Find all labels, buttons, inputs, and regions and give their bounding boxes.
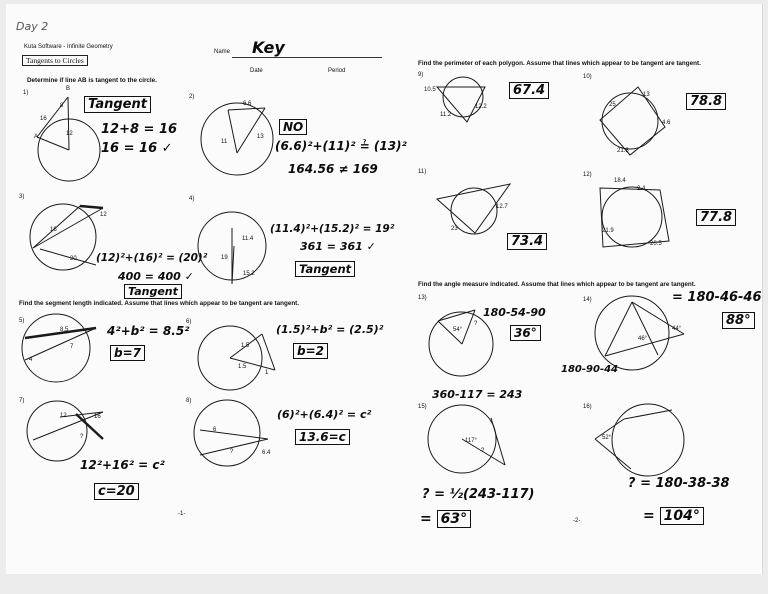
problem-3-number: 3) [19, 194, 25, 200]
label: 13 [257, 134, 264, 140]
label: 6.6 [243, 101, 252, 107]
figure-6 [198, 326, 275, 390]
label: 7 [70, 344, 74, 350]
label: 11 [221, 139, 228, 145]
answer-7: c=20 [94, 484, 139, 499]
label: 16 [50, 227, 57, 233]
label: 1.5 [238, 364, 247, 370]
label: 20.5 [650, 241, 662, 247]
name-label: Name [214, 49, 231, 55]
label: 20 [70, 256, 77, 262]
answer-9: 67.4 [509, 83, 549, 98]
answer-11: 73.4 [507, 234, 547, 249]
heading-segment-length: Find the segment length indicated. Assume that lines which appear to be tangent are tangent. [19, 300, 300, 307]
day-note: Day 2 [16, 20, 49, 33]
label: 10.5 [424, 87, 436, 93]
label: 4 [29, 357, 33, 363]
heading-perimeter: Find the perimeter of each polygon. Assume that lines which appear to be tangent are tangent. [418, 60, 701, 67]
date-label: Date [250, 68, 263, 74]
label: ? [80, 434, 84, 440]
label: 13 [643, 92, 650, 98]
label: 11.2 [440, 112, 452, 118]
problem-8-number: 8) [186, 398, 192, 404]
answer-15: = 63° [420, 511, 471, 527]
label: 1 [265, 370, 269, 376]
label: 2.4 [637, 186, 646, 192]
work-8-line1: (6)²+(6.4)² = c² [277, 408, 372, 421]
figure-7 [27, 401, 103, 461]
work-1-line2: 16 = 16 ✓ [101, 141, 173, 156]
figure-3 [30, 204, 103, 270]
answer-12: 77.8 [696, 210, 736, 225]
figure-4 [198, 212, 266, 284]
answer-16: = 104° [643, 508, 704, 524]
label: 21.8 [617, 148, 629, 154]
answer-3: Tangent [124, 285, 182, 298]
problem-6-number: 6) [186, 319, 192, 325]
name-value: Key [252, 38, 285, 57]
work-15-line1: 360-117 = 243 [432, 388, 523, 401]
label: 6 [213, 427, 217, 433]
problem-9-number: 9) [418, 72, 424, 78]
heading-tangent-check: Determine if line AB is tangent to the circle. [27, 77, 157, 84]
label: 117° [465, 438, 477, 444]
answer-4: Tangent [295, 262, 355, 276]
label: A [34, 134, 39, 140]
work-2-line1: (6.6)²+(11)² ≟ (13)² [275, 139, 407, 153]
heading-angle-measure: Find the angle measure indicated. Assume that lines which appear to be tangent are tangent. [418, 281, 696, 288]
label: 23 [451, 226, 458, 232]
work-15-line2: ? = ½(243-117) [422, 487, 535, 502]
work-4-line2: 361 = 361 ✓ [300, 240, 376, 253]
label: 52° [602, 435, 612, 441]
problem-7-number: 7) [19, 398, 25, 404]
work-14-line2: 180-90-44 [561, 364, 619, 375]
label: 11.4 [242, 236, 254, 242]
problem-16-number: 16) [583, 404, 592, 410]
problem-1-number: 1) [23, 90, 29, 96]
work-7-line1: 12²+16² = c² [80, 458, 165, 472]
problem-5-number: 5) [19, 318, 25, 324]
answer-2: NO [279, 120, 307, 134]
work-16-line1: ? = 180-38-38 [628, 476, 730, 491]
label: 1.5 [241, 343, 250, 349]
answer-8: 13.6=c [295, 430, 350, 444]
work-3-line1: (12)²+(16)² = (20)² [96, 252, 208, 264]
work-1-line1: 12+8 = 16 [101, 122, 178, 137]
label: 54° [453, 327, 463, 333]
problem-15-number: 15) [418, 404, 427, 410]
problem-10-number: 10) [583, 74, 592, 80]
name-line [232, 57, 382, 58]
figure-10 [600, 87, 665, 155]
label: ? [481, 448, 485, 454]
figure-5 [22, 314, 96, 382]
figure-12 [600, 187, 669, 247]
label: 12 [66, 131, 73, 137]
answer-14: 88° [722, 313, 755, 328]
label: 44° [672, 326, 682, 332]
label: 46° [638, 336, 648, 342]
work-4-line1: (11.4)²+(15.2)² = 19² [270, 223, 395, 235]
publisher: Kuta Software - Infinite Geometry [24, 44, 113, 50]
answer-6: b=2 [293, 344, 328, 358]
label: 16 [94, 414, 101, 420]
label: 12 [60, 413, 67, 419]
problem-13-number: 13) [418, 295, 427, 301]
label: B [66, 86, 71, 92]
answer-13: 36° [510, 326, 541, 340]
figure-8 [194, 400, 271, 466]
page-number-2: -2- [573, 518, 581, 524]
work-3-line2: 400 = 400 ✓ [118, 270, 194, 283]
work-13-line1: 180-54-90 [483, 306, 546, 319]
work-6-line1: (1.5)²+b² = (2.5)² [276, 323, 384, 336]
figure-13 [429, 310, 493, 376]
label: 6.4 [262, 450, 271, 456]
label: ? [230, 449, 234, 455]
label: ? [474, 321, 478, 327]
label: 8 [60, 103, 64, 109]
label: 4.6 [662, 120, 671, 126]
label: 18.4 [614, 178, 626, 184]
label: 15.2 [243, 271, 255, 277]
work-2-line2: 164.56 ≠ 169 [288, 162, 378, 176]
label: 8.5 [60, 327, 69, 333]
label: 16 [40, 116, 47, 122]
worksheet-title: Tangents to Circles [22, 56, 88, 65]
figure-14 [595, 296, 684, 370]
period-label: Period [328, 68, 346, 74]
problem-14-number: 14) [583, 297, 592, 303]
page-number-1: -1- [178, 511, 186, 517]
label: 25 [609, 102, 616, 108]
problem-2-number: 2) [189, 94, 195, 100]
label: 19 [221, 255, 228, 261]
label: 21.9 [602, 228, 614, 234]
label: 12 [100, 212, 107, 218]
answer-10: 78.8 [686, 94, 726, 109]
answer-1: Tangent [84, 97, 151, 112]
label: 12.7 [496, 204, 508, 210]
work-14-line1: = 180-46-46 [672, 290, 762, 305]
problem-12-number: 12) [583, 172, 592, 178]
work-5-line1: 4²+b² = 8.5² [107, 324, 190, 338]
problem-11-number: 11) [418, 169, 427, 175]
problem-4-number: 4) [189, 196, 195, 202]
answer-5: b=7 [110, 346, 145, 360]
label: 12.2 [475, 104, 487, 110]
